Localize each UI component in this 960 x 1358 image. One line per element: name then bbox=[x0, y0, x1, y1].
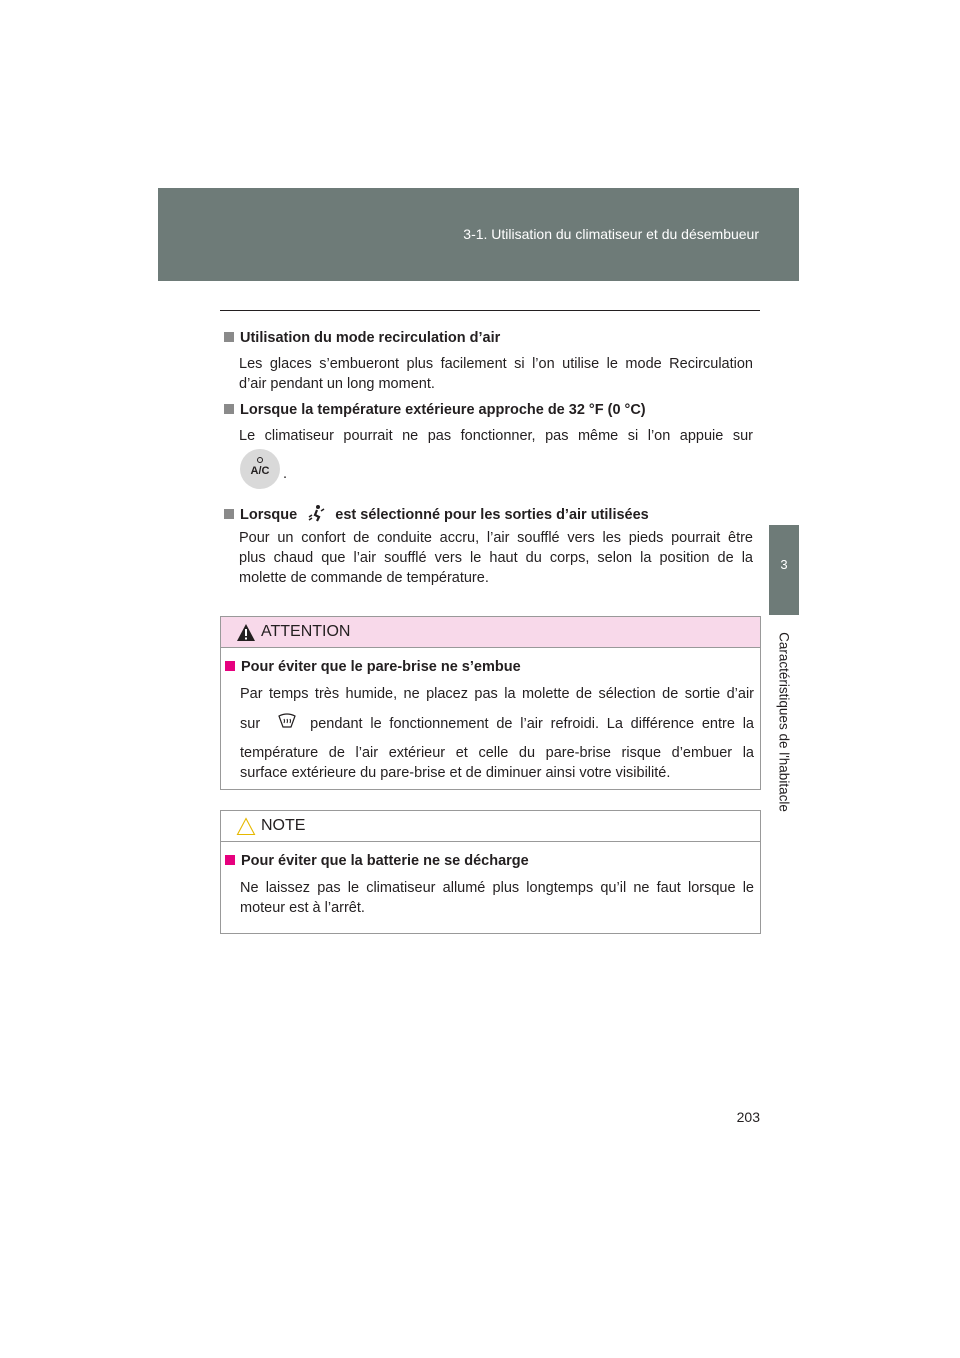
chapter-label-text: Caractéristiques de l'habitacle bbox=[776, 632, 792, 812]
temperature-period: . bbox=[283, 466, 288, 482]
temperature-line-1: Le climatiseur pourrait ne pas fonctionner, pas même si l’on appuie sur bbox=[239, 428, 753, 444]
section-heading-temperature: Lorsque la température extérieure approche de 32 °F (0 °C) bbox=[224, 402, 646, 418]
attention-title: ATTENTION bbox=[261, 623, 351, 640]
warning-icon bbox=[236, 623, 256, 642]
top-rule bbox=[220, 310, 760, 311]
note-heading: Pour éviter que la batterie ne se décharge bbox=[225, 853, 529, 869]
note-title: NOTE bbox=[261, 817, 306, 834]
note-warning-icon bbox=[236, 817, 256, 836]
attention-line-1: Par temps très humide, ne placez pas la molette de sélection de sortie d’air bbox=[240, 686, 754, 702]
note-line-2: moteur est à l’arrêt. bbox=[240, 900, 365, 916]
bullet-square bbox=[224, 332, 234, 342]
chapter-tab bbox=[769, 525, 799, 615]
ac-button-label: A/C bbox=[250, 465, 270, 477]
recirculation-line-1: Les glaces s’embueront plus facilement si l’on utilise le mode Recirculation bbox=[239, 356, 753, 372]
chapter-number: 3 bbox=[780, 557, 788, 572]
foot-vent-line-2: plus chaud que l’air soufflé vers le haut du corps, selon la position de la bbox=[239, 550, 753, 566]
recirculation-line-2: d’air pendant un long moment. bbox=[239, 376, 435, 392]
attention-line-3: température de l’air extérieur et celle du pare-brise risque d’embuer la bbox=[240, 745, 754, 761]
attention-box bbox=[220, 616, 761, 790]
foot-vent-icon bbox=[307, 504, 325, 526]
note-box bbox=[220, 810, 761, 934]
section-heading-recirculation: Utilisation du mode recirculation d’air bbox=[224, 330, 500, 346]
attention-heading: Pour éviter que le pare-brise ne s’embue bbox=[225, 659, 521, 675]
foot-vent-line-3: molette de commande de température. bbox=[239, 570, 489, 586]
ac-button-icon bbox=[240, 449, 280, 489]
note-line-1: Ne laissez pas le climatiseur allumé plus longtemps qu’il ne faut lorsque le bbox=[240, 880, 754, 896]
note-header bbox=[221, 811, 760, 842]
attention-line-2: sur pendant le fonctionnement de l’air refroidi. La différence entre la bbox=[240, 713, 754, 735]
section-title: 3-1. Utilisation du climatiseur et du désembueur bbox=[463, 226, 759, 242]
bullet-square bbox=[225, 855, 235, 865]
windshield-defrost-icon bbox=[278, 713, 296, 735]
bullet-square bbox=[224, 509, 234, 519]
header-band bbox=[158, 188, 799, 281]
bullet-square bbox=[224, 404, 234, 414]
section-heading-foot-vent: Lorsque est sélectionné pour les sorties d’air utilisées bbox=[224, 504, 649, 526]
attention-line-4: surface extérieure du pare-brise et de diminuer ainsi votre visibilité. bbox=[240, 765, 671, 781]
page-number: 203 bbox=[736, 1109, 760, 1125]
attention-header bbox=[221, 617, 760, 648]
foot-vent-line-1: Pour un confort de conduite accru, l’air soufflé vers les pieds pourrait être bbox=[239, 530, 753, 546]
bullet-square bbox=[225, 661, 235, 671]
